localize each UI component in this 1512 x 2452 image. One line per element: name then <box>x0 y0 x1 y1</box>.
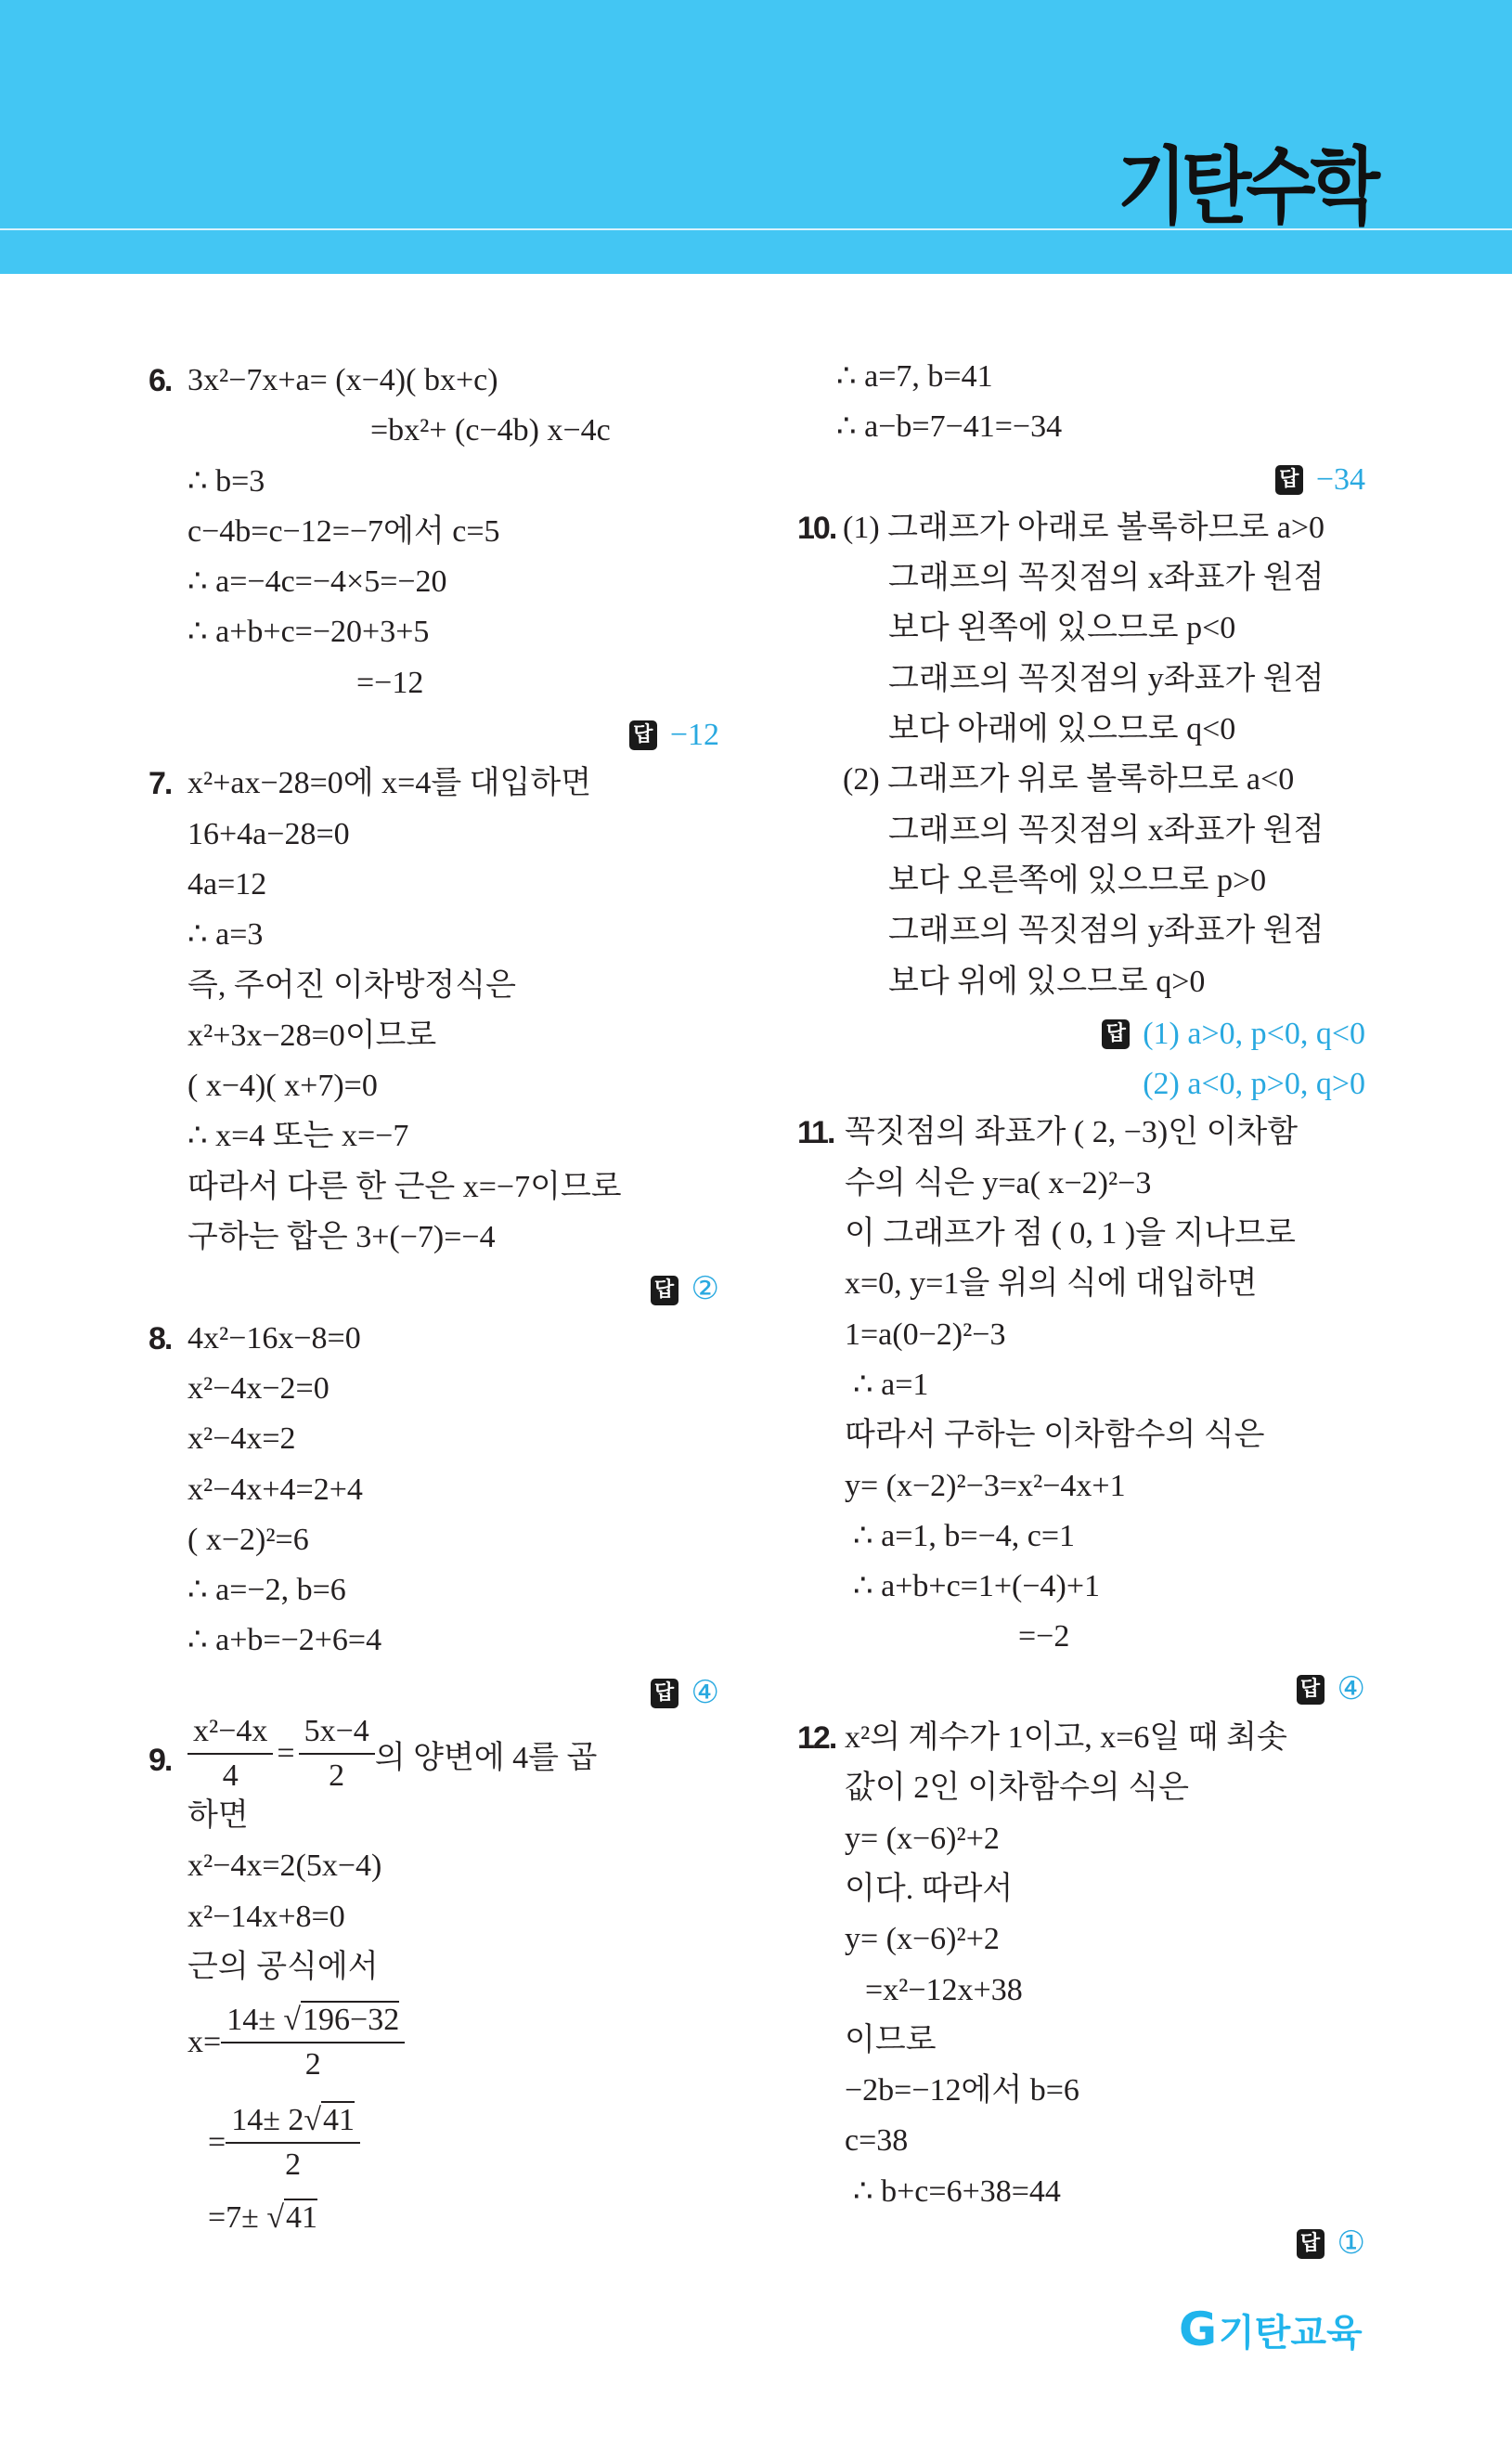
problem-12-line: y= (x−6)²+2 <box>845 1821 1000 1856</box>
page-header <box>0 0 1512 274</box>
right-column <box>797 352 1365 2267</box>
problem-12-line: y= (x−6)²+2 <box>845 1922 1000 1957</box>
problem-11-line: 이 그래프가 점 ( 0, 1 )을 지나므로 <box>845 1216 1296 1252</box>
problem-6-line: =−12 <box>356 665 424 700</box>
answer-badge-icon: 답 <box>1102 1019 1130 1049</box>
problem-12-answer: 답 ① <box>797 2217 1365 2267</box>
answer-badge-icon: 답 <box>651 1679 678 1708</box>
problem-7-line: ∴ a=3 <box>187 917 264 953</box>
problem-6-line: ∴ a+b+c=−20+3+5 <box>187 615 430 650</box>
problem-11-answer: 답 ④ <box>797 1663 1365 1713</box>
problem-9-line: x= $\frac{14\pm √196-32}{2}$ <box>149 1992 719 2093</box>
problem-number: 8. <box>149 1320 172 1356</box>
problem-10-line: 10. (1) 그래프가 아래로 볼록하므로 a>0 <box>797 503 1365 553</box>
problem-number: 12. <box>797 1720 836 1757</box>
problem-9-line: ∴ a=7, b=41 <box>836 359 993 394</box>
problem-12-line: ∴ b+c=6+38=44 <box>853 2173 1061 2209</box>
problem-6-line: ∴ a=−4c=−4×5=−20 <box>187 564 447 600</box>
problem-9-line: x²−4x=2(5x−4) <box>187 1849 382 1884</box>
problem-10-line: 보다 위에 있으므로 q>0 <box>888 964 1206 999</box>
problem-11-line: x=0, y=1을 위의 식에 대입하면 <box>845 1266 1258 1302</box>
problem-8-line: ∴ a+b=−2+6=4 <box>187 1623 382 1658</box>
problem-6-answer: 답 −12 <box>149 708 719 759</box>
answer-badge-icon: 답 <box>1275 465 1303 495</box>
problem-9-line: =7± √41 <box>208 2200 317 2236</box>
problem-10-line: 그래프의 꼭짓점의 x좌표가 원점 <box>888 812 1325 848</box>
problem-7-line: 4a=12 <box>187 866 267 902</box>
fraction: $\frac{\text{x²−4x}}{4}$ <box>187 1710 273 1797</box>
problem-11-line: 수의 식은 y=a( x−2)²−3 <box>845 1165 1152 1200</box>
problem-8-line: ( x−2)²=6 <box>187 1522 309 1557</box>
problem-10-line: 보다 왼쪽에 있으므로 p<0 <box>888 611 1236 646</box>
answer-badge-icon: 답 <box>651 1276 678 1305</box>
brand-logo: 기탄수학 <box>1117 139 1375 236</box>
problem-7-line: x²+3x−28=0이므로 <box>187 1018 437 1053</box>
problem-10-answer: 답 (1) a>0, p<0, q<0 <box>797 1007 1365 1057</box>
problem-12-line: 12. x²의 계수가 1이고, x=6일 때 최솟 <box>797 1713 1365 1763</box>
problem-7-line: ( x−4)( x+7)=0 <box>187 1069 378 1104</box>
problem-9-line: 9. $\frac{\text{x²−4x}}{4}$ = $\frac{5x-4}{2}$ 의 양변에 4를 곱 <box>149 1717 719 1791</box>
problem-6-line: 6. 3x²−7x+a= (x−4)( bx+c) <box>149 356 719 406</box>
problem-11-line: 1=a(0−2)²−3 <box>845 1317 1006 1352</box>
problem-9-line: 하면 <box>187 1798 249 1834</box>
sqrt-radicand: 41 <box>286 2200 317 2236</box>
problem-7-line: 7. x²+ax−28=0에 x=4를 대입하면 <box>149 759 719 809</box>
fraction: $\frac{5x-4}{2}$ <box>299 1710 375 1797</box>
problem-11-line: ∴ a=1 <box>853 1367 929 1402</box>
problem-8-line: ∴ a=−2, b=6 <box>187 1573 346 1608</box>
problem-number: 10. <box>797 510 836 546</box>
publisher-logo-mark-icon: G <box>1179 2303 1218 2356</box>
problem-9-line: 근의 공식에서 <box>187 1949 379 1984</box>
problem-9-line: ∴ a−b=7−41=−34 <box>836 409 1063 445</box>
problem-12-line: 이므로 <box>845 2022 937 2057</box>
problem-7-line: ∴ x=4 또는 x=−7 <box>187 1119 409 1154</box>
problem-11-line: ∴ a=1, b=−4, c=1 <box>853 1518 1076 1553</box>
problem-12-line: 이다. 따라서 <box>845 1871 1014 1906</box>
problem-11-line: 11. 꼭짓점의 좌표가 ( 2, −3)인 이차함 <box>797 1108 1365 1158</box>
problem-8-answer: 답 ④ <box>149 1667 719 1717</box>
problem-7-answer: 답 ② <box>149 1263 719 1313</box>
problem-12-line: c=38 <box>845 2123 909 2159</box>
answer-badge-icon: 답 <box>1297 2229 1325 2259</box>
problem-11-line: =−2 <box>1018 1619 1070 1654</box>
problem-7-line: 16+4a−28=0 <box>187 816 350 851</box>
fraction: $\frac{14\pm 2√41}{2}$ <box>226 2099 360 2186</box>
answer-badge-icon: 답 <box>1297 1675 1325 1705</box>
problem-12-line: 값이 2인 이차함수의 식은 <box>845 1771 1189 1806</box>
problem-6-line: c−4b=c−12=−7에서 c=5 <box>187 513 500 549</box>
problem-10-line: 그래프의 꼭짓점의 y좌표가 원점 <box>888 661 1325 696</box>
problem-10-line: (2) 그래프가 위로 볼록하므로 a<0 <box>843 762 1295 798</box>
answer-badge-icon: 답 <box>629 720 657 750</box>
problem-7-line: 따라서 다른 한 근은 x=−7이므로 <box>187 1169 622 1204</box>
sqrt-radicand: 196−32 <box>303 2003 400 2038</box>
problem-number: 7. <box>149 766 172 802</box>
sqrt-radicand: 41 <box>323 2103 355 2138</box>
problem-10-answer: (2) a<0, p>0, q>0 <box>1143 1067 1365 1102</box>
problem-10-line: 보다 아래에 있으므로 q<0 <box>888 712 1236 747</box>
problem-8-line: x²−4x=2 <box>187 1421 296 1457</box>
problem-10-line: 보다 오른쪽에 있으므로 p>0 <box>888 863 1267 898</box>
problem-10-line: 그래프의 꼭짓점의 y좌표가 원점 <box>888 914 1325 949</box>
problem-9-line: = $\frac{14\pm 2√41}{2}$ <box>149 2093 719 2193</box>
problem-6-line: ∴ b=3 <box>187 463 265 499</box>
publisher-logo: G기탄교육 <box>1179 2303 1363 2356</box>
problem-8-line: x²−4x−2=0 <box>187 1370 330 1406</box>
problem-7-line: 즉, 주어진 이차방정식은 <box>187 967 516 1003</box>
problem-11-line: y= (x−2)²−3=x²−4x+1 <box>845 1468 1126 1503</box>
problem-9-answer: 답 −34 <box>797 453 1365 503</box>
problem-number: 9. <box>149 1743 172 1779</box>
left-column <box>149 356 719 2244</box>
problem-7-line: 구하는 합은 3+(−7)=−4 <box>187 1220 496 1255</box>
problem-number: 11. <box>797 1115 834 1151</box>
problem-11-line: 따라서 구하는 이차함수의 식은 <box>845 1418 1265 1453</box>
problem-number: 6. <box>149 363 172 398</box>
problem-10-line: 그래프의 꼭짓점의 x좌표가 원점 <box>888 561 1325 596</box>
problem-8-line: 8. 4x²−16x−8=0 <box>149 1314 719 1364</box>
problem-12-line: −2b=−12에서 b=6 <box>845 2073 1079 2108</box>
fraction: $\frac{14\pm √196-32}{2}$ <box>221 1999 405 2086</box>
problem-9-line: x²−14x+8=0 <box>187 1899 345 1934</box>
problem-8-line: x²−4x+4=2+4 <box>187 1472 363 1507</box>
problem-12-line: =x²−12x+38 <box>865 1972 1023 2007</box>
problem-6-line: =bx²+ (c−4b) x−4c <box>370 413 611 448</box>
problem-11-line: ∴ a+b+c=1+(−4)+1 <box>853 1569 1101 1604</box>
